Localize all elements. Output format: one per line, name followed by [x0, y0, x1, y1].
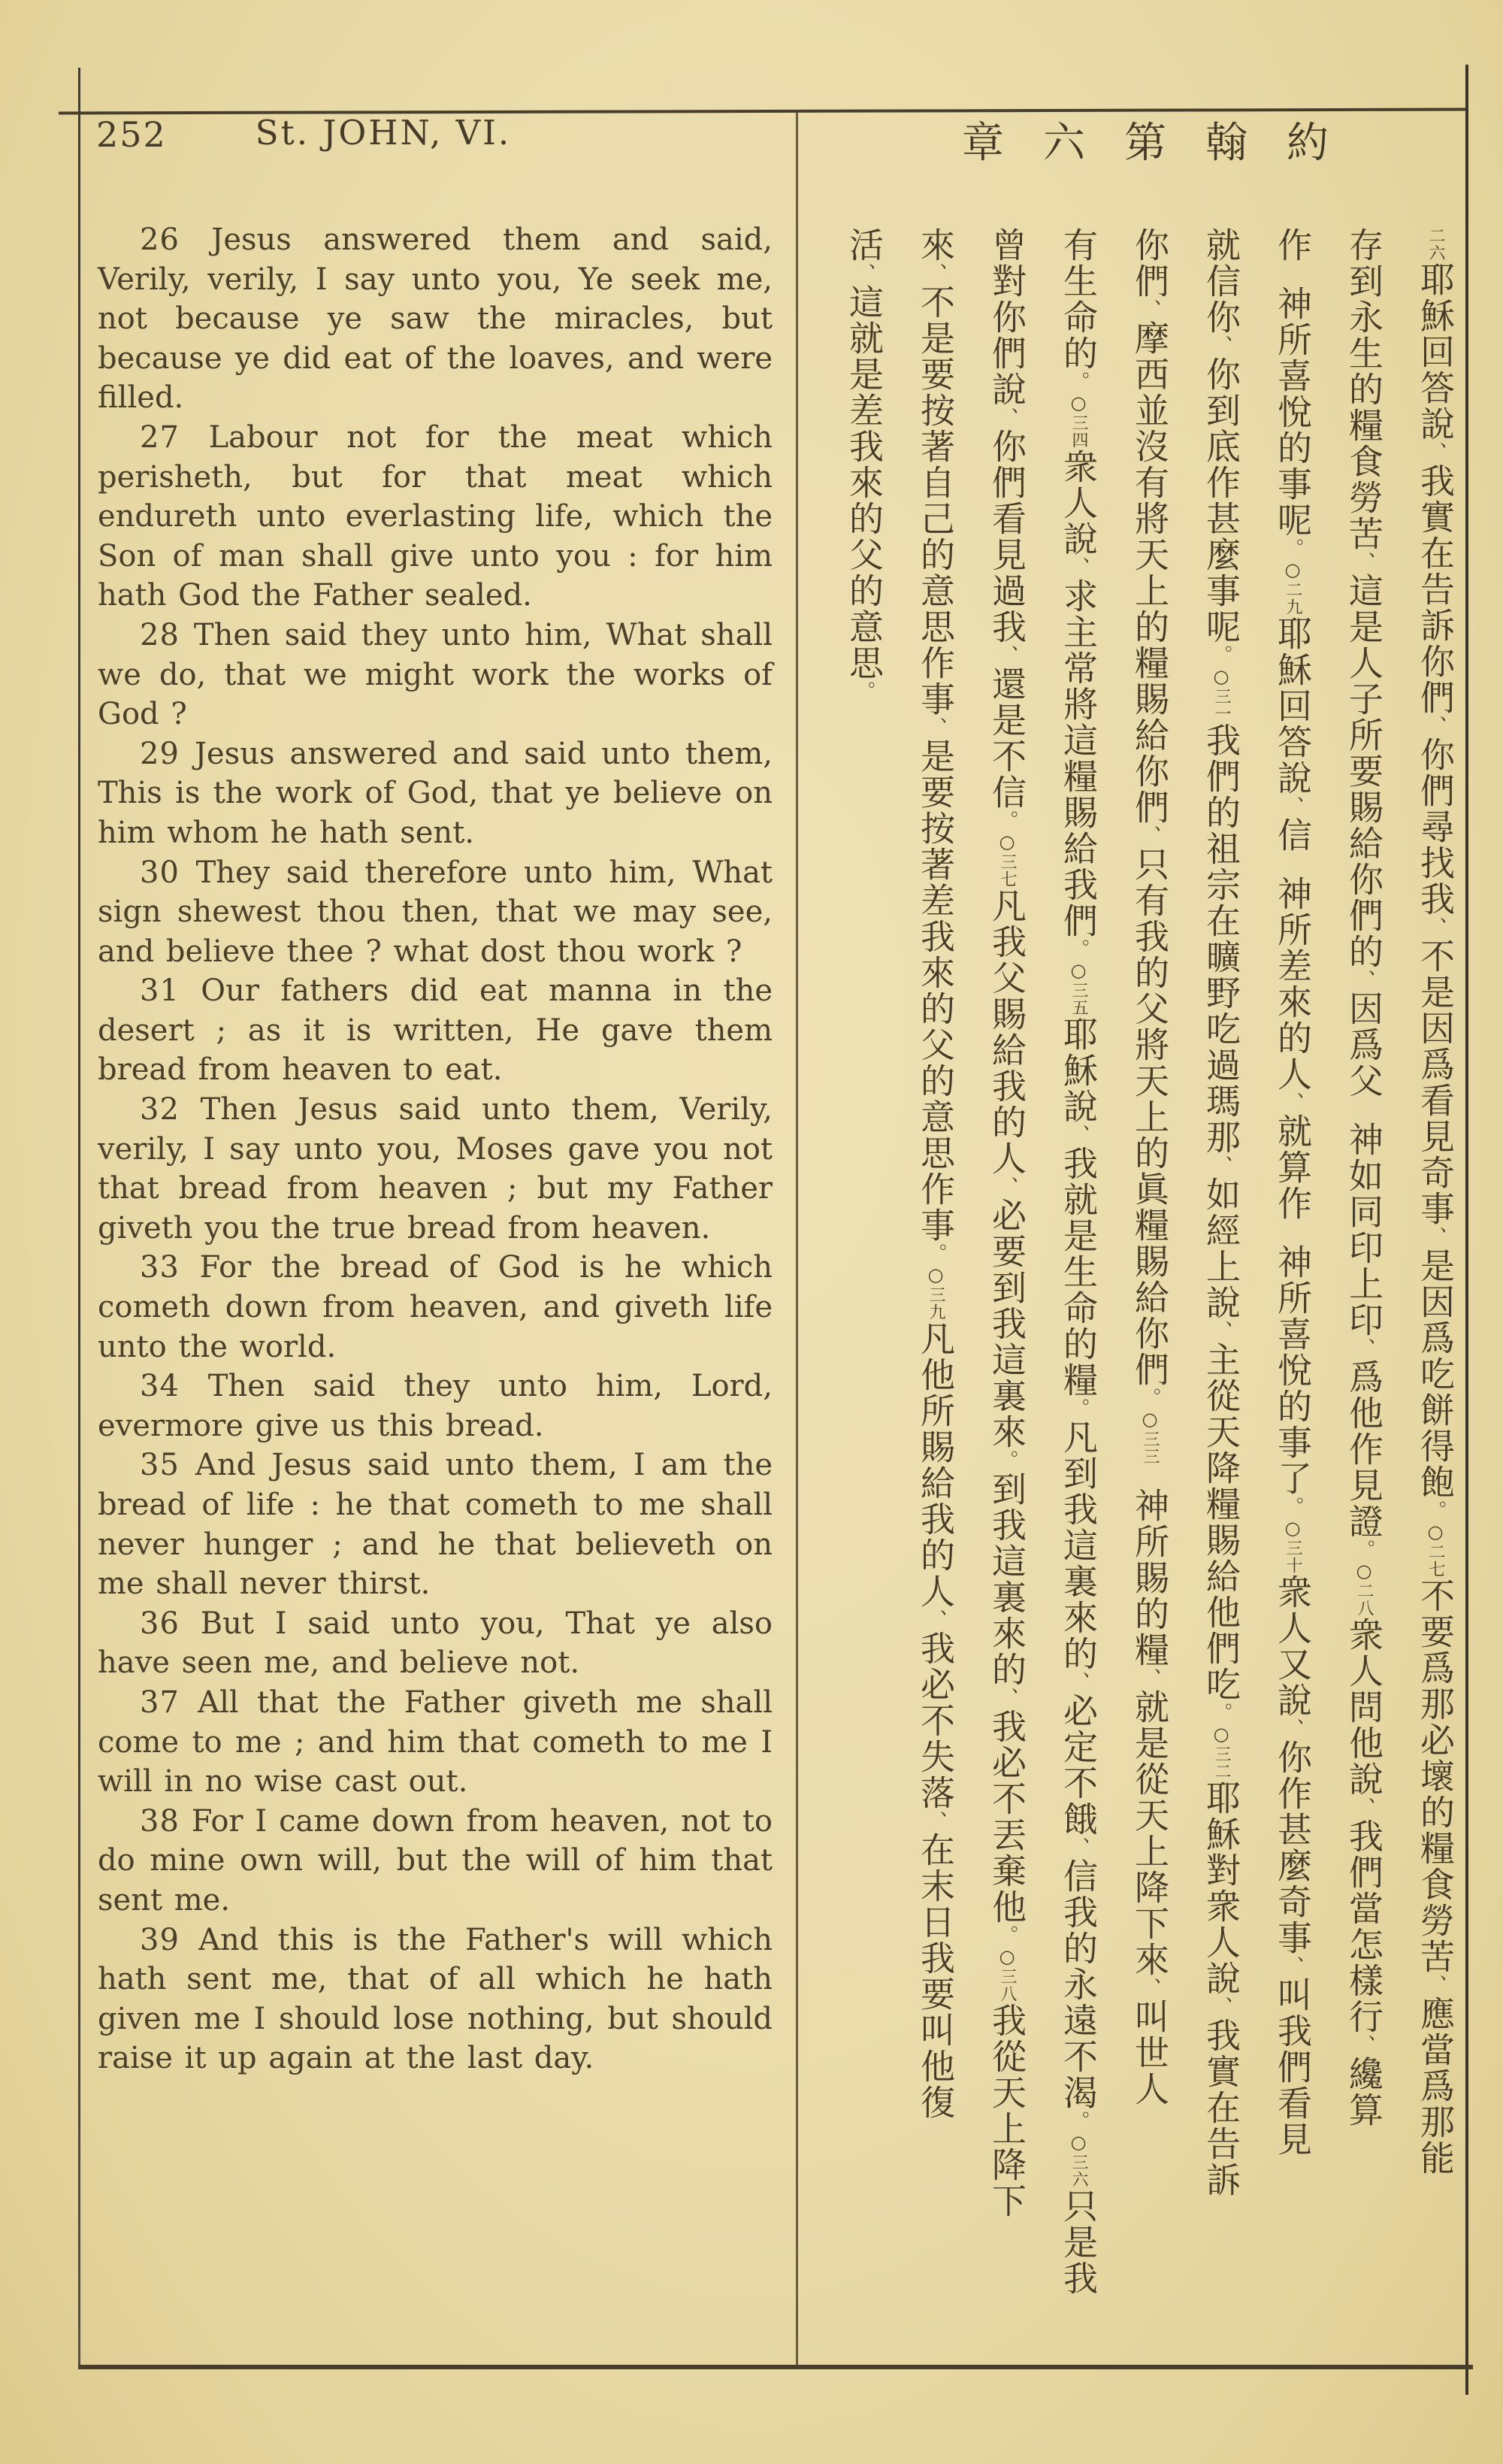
verse-number: 31	[140, 973, 180, 1009]
verse-number: 32	[140, 1092, 180, 1128]
chinese-column-5: 你們、摩西並沒有將天上的糧賜給你們、只有我的父將天上的眞糧賜給你們。○三三神所賜的糧、就是從天上降下來、叫世人	[1130, 227, 1170, 2107]
verse-paragraph-27: 27 Labour not for the meat which perisheth, but for that meat which endureth unto everlasting life, which the Son of man shall give unto you : for him hath God the Father sealed.	[98, 419, 773, 613]
verse-paragraph-32: 32 Then Jesus said unto them, Verily, verily, I say unto you, Moses gave you not that bread from heaven ; but my Father giveth you the true bread from heaven.	[98, 1092, 773, 1246]
chinese-column-9: 活、這就是差我來的父的意思。	[844, 227, 885, 702]
verse-number: 28	[140, 617, 180, 652]
chinese-text-column	[808, 227, 1459, 2363]
verse-number-small: 三九	[927, 1286, 945, 1321]
verse-marker-ring: ○	[1068, 392, 1089, 414]
verse-paragraph-39: 39 And this is the Father's will which hath sent me, that of all which he hath given me I should lose nothing, but should raise it up again at the last day.	[98, 1922, 773, 2076]
verse-number-small: 三五	[1069, 982, 1088, 1016]
running-title-english: St. JOHN, VI.	[255, 113, 512, 153]
page-number: 252	[96, 114, 167, 155]
verse-number: 30	[140, 855, 180, 890]
verse-marker-ring: ○	[1282, 1518, 1303, 1539]
verse-marker-ring: ○	[1353, 1560, 1374, 1582]
chinese-column-7: 曾對你們說、你們看見過我、還是不信。○三七凡我父賜給我的人、必要到我這裏來。到我這裏來的、我必不丟棄他。○三八我從天上降下	[987, 227, 1027, 2219]
verse-paragraph-36: 36 But I said unto you, That ye also have seen me, and believe not.	[98, 1606, 773, 1681]
chinese-column-3: 作神所喜悅的事呢。○二九耶穌回答說、信神所差來的人、就算作神所喜悅的事了。○三十衆人又說、你作甚麼奇事、叫我們看見	[1272, 227, 1313, 2157]
chinese-column-6: 有生命的。○三四衆人說、求主常將這糧賜給我們。○三五耶穌說、我就是生命的糧。凡到我這裏來的、必定不餓、信我的永遠不渴。○三六只是我	[1058, 227, 1099, 2296]
page-header	[0, 113, 1503, 168]
chinese-column-2: 存到永生的糧食勞苦、這是人子所要賜給你們的、因爲父神如同印上印、爲他作見證。○二八衆人問他說、我們當怎樣行、纔算	[1344, 227, 1384, 2128]
verse-paragraph-29: 29 Jesus answered and said unto them, This is the work of God, that ye believe on him whom he hath sent.	[98, 736, 773, 850]
verse-number-small: 三二	[1212, 1745, 1231, 1780]
verse-number: 29	[140, 736, 180, 771]
verse-number-small: 三六	[1069, 2154, 1088, 2188]
verse-marker-ring: ○	[1282, 559, 1303, 581]
verse-number: 26	[140, 222, 180, 257]
verse-number: 33	[140, 1250, 180, 1285]
center-divider-line	[796, 113, 798, 2368]
verse-number-small: 二九	[1284, 581, 1302, 616]
verse-number: 36	[140, 1606, 180, 1641]
verse-number-small: 二八	[1355, 1582, 1374, 1617]
verse-marker-ring: ○	[1068, 960, 1089, 982]
english-text-column	[98, 220, 773, 2078]
verse-marker-ring: ○	[925, 1264, 946, 1286]
verse-marker-ring: ○	[996, 831, 1018, 853]
verse-paragraph-35: 35 And Jesus said unto them, I am the bread of life : he that cometh to me shall never hunger ; and he that believeth on me shall never thirst.	[98, 1448, 773, 1602]
verse-number: 38	[140, 1803, 180, 1839]
verse-marker-ring: ○	[1425, 1521, 1446, 1543]
verse-marker-ring: ○	[1211, 1724, 1232, 1745]
verse-marker-ring: ○	[996, 1946, 1018, 1968]
verse-marker-ring: ○	[1211, 666, 1232, 688]
verse-paragraph-28: 28 Then said they unto him, What shall we do, that we might work the works of God ?	[98, 617, 773, 732]
verse-number-small: 二七	[1426, 1543, 1445, 1578]
verse-number-small: 二六	[1426, 227, 1445, 262]
verse-number-small: 三三	[1141, 1430, 1160, 1465]
chinese-column-8: 來、不是要按著自己的意思作事、是要按著差我來的父的意思作事。○三九凡他所賜給我的人、我必不失落、在末日我要叫他復	[915, 227, 956, 2120]
verse-paragraph-33: 33 For the bread of God is he which cometh down from heaven, and giveth life unto the world.	[98, 1250, 773, 1364]
verse-marker-ring: ○	[1068, 2132, 1089, 2154]
verse-paragraph-34: 34 Then said they unto him, Lord, evermore give us this bread.	[98, 1369, 773, 1443]
verse-number-small: 三八	[998, 1968, 1017, 2002]
verse-number-small: 三四	[1069, 414, 1088, 449]
verse-number: 27	[140, 419, 180, 455]
verse-paragraph-30: 30 They said therefore unto him, What sign shewest thou then, that we may see, and believe thee ? what dost thou work ?	[98, 855, 773, 969]
verse-number: 37	[140, 1685, 180, 1720]
verse-paragraph-31: 31 Our fathers did eat manna in the desert ; as it is written, He gave them bread from heaven to eat.	[98, 973, 773, 1088]
left-border-line	[78, 68, 80, 2369]
verse-number-small: 三一	[1212, 688, 1231, 722]
running-title-chinese: 章六第翰約	[962, 119, 1368, 168]
verse-number: 34	[140, 1369, 180, 1404]
chinese-column-4: 就信你、你到底作甚麼事呢。○三一我們的祖宗在曠野吃過瑪那、如經上說、主從天降糧賜給他們吃。○三二耶穌對衆人說、我實在告訴	[1201, 227, 1241, 2198]
verse-paragraph-38: 38 For I came down from heaven, not to do mine own will, but the will of him that sent me.	[98, 1803, 773, 1918]
verse-paragraph-37: 37 All that the Father giveth me shall come to me ; and him that cometh to me I will in no wise cast out.	[98, 1685, 773, 1800]
verse-number: 39	[140, 1922, 180, 1957]
bottom-rule	[78, 2365, 1473, 2369]
verse-number: 35	[140, 1448, 180, 1483]
right-border-line	[1465, 65, 1468, 2395]
verse-number-small: 三七	[998, 853, 1017, 888]
verse-paragraph-26: 26 Jesus answered them and said, Verily, verily, I say unto you, Ye seek me, not because ye saw the miracles, but because ye did eat of the loaves, and were filled.	[98, 222, 773, 416]
verse-number-small: 三十	[1284, 1539, 1302, 1574]
chinese-column-1: 二六耶穌回答說、我實在告訴你們、你們尋找我、不是因爲看見奇事、是因爲吃餅得飽。○二七不要爲那必壞的糧食勞苦、應當爲那能	[1415, 227, 1456, 2176]
verse-marker-ring: ○	[1139, 1409, 1160, 1430]
